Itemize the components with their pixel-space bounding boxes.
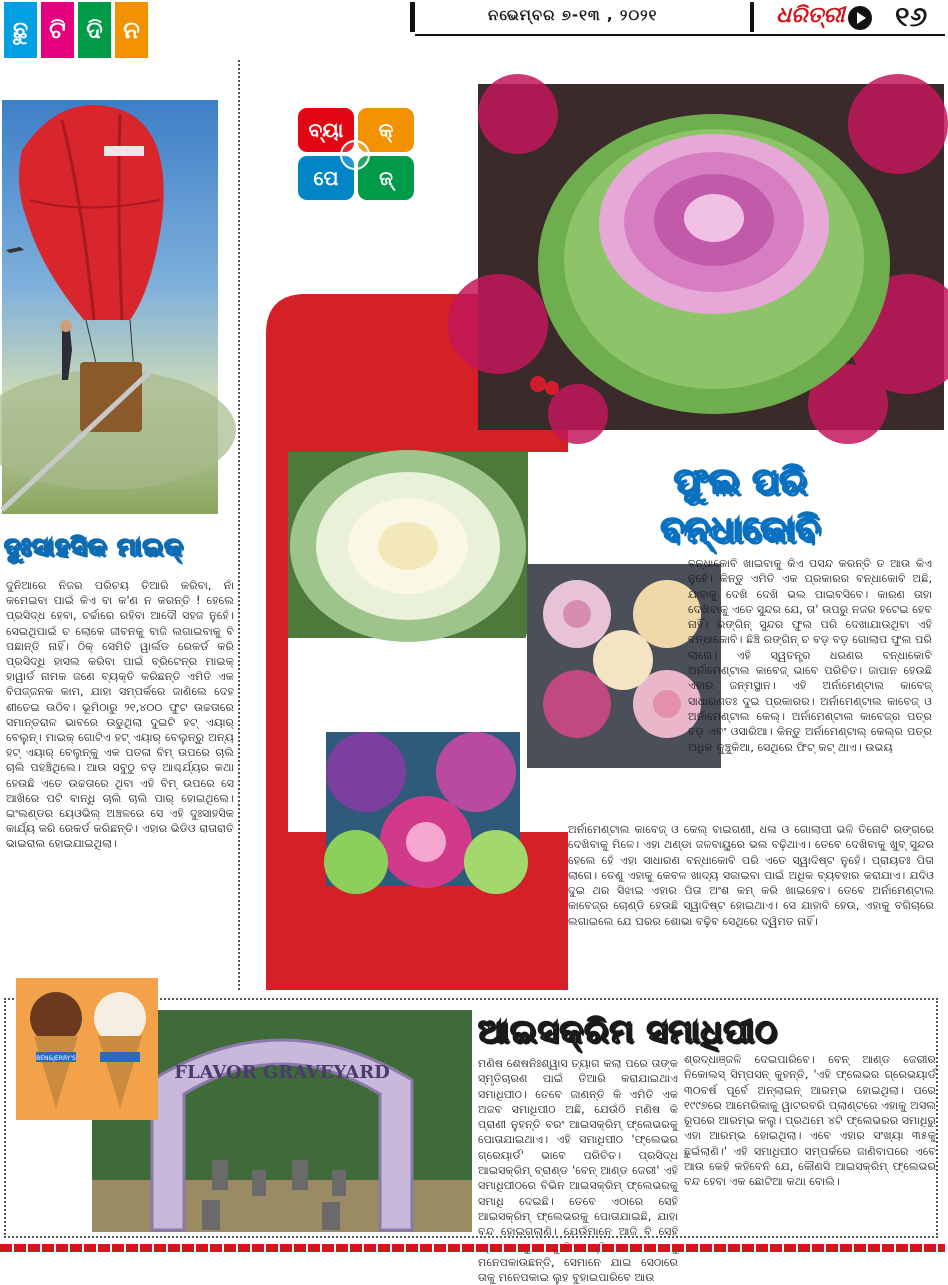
cones-illustration xyxy=(16,978,158,1120)
brand-letter: ନ xyxy=(115,2,148,58)
newspaper-logo: ଧରିତ୍ରୀ xyxy=(776,3,845,28)
logo-tile: ଜ୍ xyxy=(358,156,414,200)
logo-tile: କ୍ xyxy=(358,108,414,152)
cabbage-illustration xyxy=(478,84,944,430)
masthead xyxy=(0,0,945,62)
logo-tile: ପେ xyxy=(298,156,354,200)
left-article-body: ଦୁନିଆରେ ନିଜର ପରିଚୟ ତିଆରି କରିବା, ନାଁ କମେଇବା ପାଇଁ କିଏ ବା କ'ଣ ନ କରନ୍ତି ! ହେଲେ ପ୍ରସିଦ୍ଧ ହେବା, ଚର୍ଚ୍ଚାରେ ରହିବା ଆଦୌ ସହଜ ନୁହେଁ। ସେଇଥିପାଇଁ ଚ ଲୋକେ ଜୀବନକୁ ବାଜି ଲଗାଇବାକୁ ବି ପଛାନ୍ତି ନାହିଁ। ଠିକ୍ ସେମିତି ୱାର୍ଲଡ ରେକର୍ଡ କରି ପ୍ରସିଦ୍ଧି ହାସଲ କରିବା ପାଇଁ ବ୍ରିଟେନ୍‌ର ମାଇକ୍ ହାୱାର୍ଡ ନାମକ ଜଣେ ବ୍ୟକ୍ତି କରିଛନ୍ତି ଏମିତି ଏକ ବିପଜ୍ଜନକ କାମ, ଯାହା ସମ୍ପର୍କରେ ଜାଣିଲେ ଦେହ ଶୀତେଇ ଉଠିବ। ଭୂମିଠାରୁ ୨୧,୪୦୦ ଫୁଟ ଉଚ୍ଚତାରେ ସମାନ୍ତରାଳ ଭାବରେ ଉଡୁଥିଲା ଦୁଇଟି ହଟ୍ ଏୟାର୍ ବେଲୁନ୍। ମାଇକ୍ ଗୋଟିଏ ହଟ୍ ଏୟାର୍ ବେଲୁନ୍‌ରୁ ଅନ୍ୟ ହଟ୍ ଏୟାର୍ ବେଲୁନ୍‌କୁ ଏକ ପତଳା ବିମ୍ ଉପରେ ଚାଲି ଚାଲି ପହଞ୍ଚିଥିଲେ। ଆଉ ସବୁଠୁ ବଡ଼ ଆଶ୍ଚର୍ଯ୍ୟର କଥା ହେଉଛି ଏତେ ଉଚ୍ଚତାରେ ଥିବା ଏହି ବିମ୍ ଉପରେ ସେ ଆଖିରେ ପଟି ବାନ୍ଧି ଚାଲି ଚାଲି ପାର୍ ହୋଇଥିଲେ। ଇଂଲଣ୍ଡର ୟେଓଭିଲ୍ ଅଞ୍ଚଳରେ ସେ ଏହି ଦୁଃସାହସିକ କାର୍ଯ୍ୟ କରି ରେକର୍ଡ କରିଛନ୍ତି। ଏହାର ଭିଡିଓ ରାତାରାତି ଭାଇରାଲ ହୋଇଯାଇଥିଲା। xyxy=(6,579,234,851)
logo-ring xyxy=(340,140,370,170)
brand-letter: ଟି xyxy=(41,2,74,58)
right-article-body: ବନ୍ଧାକୋବି ଖାଇବାକୁ କିଏ ପସନ୍ଦ କରନ୍ତି ତ ଆଉ କିଏ ନୁହେଁ। କିନ୍ତୁ ଏମିତି ଏକ ପ୍ରକାରର ବନ୍ଧାକୋବି ଅଛି, ଯାହାକୁ ଦେଖି ଦେଖି ଭଲ ପାଇବସିବେ। କାରଣ ତାହା ଦେଖିବାକୁ ଏତେ ସୁନ୍ଦର ଯେ, ତା' ଉପରୁ ନଜର ହଟେଇ ହେବ ନାହିଁ। ରଙ୍ଗିନ୍ ସୁନ୍ଦର ଫୁଲ ପରି ଦେଖାଯାଉଥିବା ଏହି ବନ୍ଧାକୋବି। ଛିଞ୍ଚି ରଙ୍ଗିନ୍ ଚ ବଡ଼ ବଡ଼ ଗୋଲାପ ଫୁଲ ପରି ଲାଗେ। ଏହି ସ୍ୱତନ୍ତ୍ର ଧରଣର ବନ୍ଧାକୋବି ଅର୍ନାମେଣ୍ଟାଲ କାବେଜ୍ ଭାବେ ପରିଚିତ। ଜାପାନ ହେଉଛି ଏହାର ଜନ୍ମସ୍ଥାନ। ଏହି ଅର୍ନାମେଣ୍ଟାଲ କାବେଜ୍ ସାଧାରଣତଃ ଦୁଇ ପ୍ରକାରର। ଅର୍ନାମେଣ୍ଟାଲ କାବେଜ୍ ଓ ଅର୍ନାମେଣ୍ଟାଲ କେଲ୍। ଅର୍ନାମେଣ୍ଟାଲ କାବେଜ୍‌ର ପତ୍ର ବଡ଼ ଏବଂ ଓସାରିଆ। କିନ୍ତୁ ଅର୍ନାମେଣ୍ଟାଲ୍ କେଲ୍‌ର ପତ୍ର ଅଧିକ କୁଞ୍ଚୁକିଆ, ସେଥିରେ ଫିଟ୍ କଟ୍ ଥାଏ। ଉଭୟ xyxy=(688,557,932,754)
footer-rule xyxy=(0,1244,945,1252)
cone-label: BEN&JERRY'S xyxy=(36,1055,76,1062)
purple-cabbage-photo xyxy=(326,732,520,886)
logo-tile: ବ୍ୟା xyxy=(298,108,354,152)
right-headline xyxy=(590,458,890,554)
balloon-photo xyxy=(2,100,218,514)
ornamental-cabbage-photo xyxy=(478,84,944,430)
header-divider xyxy=(750,2,754,32)
bottom-article-body: ମଣିଷ ଶେଷନିଃଶ୍ୱାସ ତ୍ୟାଗ କଲା ପରେ ତାଙ୍କ ସ୍ମୃତିଚାରଣ ପାଇଁ ତିଆରି କରାଯାଇଥାଏ ସମାଧିପୀଠ। ତେବେ ଜାଣନ୍ତି କି ଏମିତି ଏକ ଅଜବ ସମାଧିପୀଠ ଅଛି, ଯେଉଁଠି ମଣିଷ କି ପ୍ରାଣୀ ନୁହନ୍ତି ବରଂ ଆଇସକ୍ରିମ୍ ଫ୍ଲେଭରକୁ ପୋତାଯାଇଥାଏ। ଏହି ସମାଧିପୀଠ 'ଫ୍ଲେଭର ଗ୍ରେୟାର୍ଡ' ଭାବେ ପରିଚିତ। ପ୍ରସିଦ୍ଧ ଆଇସକ୍ରିମ୍ ବ୍ରାଣ୍ଡ 'ବେନ୍ ଆଣ୍ଡ ଜେରୀ' ଏହି ସମାଧିପୀଠରେ ବିଭିନ ଆଇସକ୍ରିମ୍ ଫ୍ଲେଭରକୁ ସମାଧି ଦେଇଛି। ତେବେ ଏଠାରେ ସେହି ଆଇସକ୍ରିମ୍ ଫ୍ଲେଭରକୁ ପୋତାଯାଇଛି, ଯାହା ବନ୍ଦ ହୋଇଗଲାଣି। ଯେଉଁମାନେ ଆଜି ବି ସେହି ମନେପକାଉଛନ୍ତି, ସେମାନେ ଯାଇ ସେଠାରେ ତାକୁ ମନେପକାଇ ଲୁହ ବୁହାଇପାରିବେ ଆଉ xyxy=(478,1057,678,1285)
graveyard-sign: FLAVOR GRAVEYARD xyxy=(174,1062,390,1083)
header-divider xyxy=(410,2,415,32)
balloon-illustration xyxy=(2,100,218,514)
play-icon xyxy=(848,6,872,30)
right-article-body-continued: ଅର୍ନାମେଣ୍ଟାଲ କାବେଜ୍ ଓ କେଲ୍ ବାଇଗଣୀ, ଧଳା ଓ ଗୋଲାପୀ ଭଳି ତିନୋଟି ରଙ୍ଗରେ ଦେଖିବାକୁ ମିଳେ। ଏହା ଥଣ୍ଡା ଜଳବାୟୁରେ ଭଲ ବଢ଼ିଥାଏ। ତେବେ ଦେଖିବାକୁ ଖୁବ୍ ସୁନ୍ଦର ହେଲେ ହେଁ ଏହା ସାଧାରଣ ବନ୍ଧାକୋବି ପରି ଏତେ ସ୍ୱାଦିଷ୍ଟ ନୁହେଁ। ପ୍ରାୟତଃ ପିତା ଲାଗେ। ତେଣୁ ଏହାକୁ କେବଳ ଖାଦ୍ୟ ସଜାଇବା ପାଇଁ ଅଧିକ ବ୍ୟବହାର କରାଯାଏ। ଯଦିଓ ଦୁଇ ଥର ସିଝାଇ ଏହାର ପିତା ଅଂଶ କମ୍ କରି ଖାଇହେବ। ତେବେ ଅର୍ନାମେଣ୍ଟାଲ କାବେଜ୍‌ର ଚୋଣ୍ଡି ହେଉଛି ସ୍ୱାଦିଷ୍ଟ ହୋଇଥାଏ। ସେ ଯାହାବି ହେଉ, ଏହାକୁ ବଗିଚାରେ ଲଗାଇଲେ ଯେ ଘରର ଶୋଭା ବଢ଼ିବ ସେଥିରେ ଦ୍ୱିମତ ନାହିଁ। xyxy=(568,823,934,928)
purple-cabbage-illustration xyxy=(326,732,520,886)
issue-date: ନଭେମ୍ବର ୭-୧୩ , ୨୦୨୧ xyxy=(488,6,658,24)
page-number: ୧୬ xyxy=(895,0,928,33)
column-divider xyxy=(238,60,240,990)
header-underline xyxy=(415,34,945,36)
headline-line: ବନ୍ଧାକୋବି xyxy=(660,509,820,550)
white-cabbage-illustration xyxy=(288,452,528,638)
section-brand xyxy=(4,2,148,60)
headline-line: ଫୁଲ ପରି xyxy=(673,461,807,502)
white-cabbage-photo xyxy=(288,452,528,638)
ice-cream-cones-photo xyxy=(16,978,158,1120)
brand-letter: ଛୁ xyxy=(4,2,37,58)
back-page-logo xyxy=(298,108,418,204)
brand-letter: ଦି xyxy=(78,2,111,58)
bottom-headline: ଆଇସକ୍ରିମ ସମାଧିପୀଠ xyxy=(478,1012,778,1050)
bottom-article-body-continued: ଶ୍ରଦ୍ଧାଞ୍ଜଳି ଦେଇପାରିବେ। ବେନ୍ ଆଣ୍ଡ ଜେରୀର ନିକୋଲସ୍ ସିମ୍ପସନ୍ କୁହନ୍ତି, 'ଏହି ଫ୍ଲେଭର ଗ୍ରେଭୟାର୍ଡ ୩୦ବର୍ଷ ପୂର୍ବେ ଅନ୍‌ଲାଇନ୍ ଆରମ୍ଭ ହୋଇଥିଲା। ପରେ ୧୯୯୭ରେ ଆମେରିକାକୁ ୱାଟରବରି ପ୍ଲାଣ୍ଟରେ ଏହାକୁ ଅସଲ ରୂପରେ ଆରମ୍ଭ କଲୁ। ପ୍ରଥମେ ୪ଟି ଫ୍ଲେଭରର ସମାଧିରୁ ଏହା ଆରମ୍ଭ ହୋଇଥିଲା। ଏବେ ଏହାର ସଂଖ୍ୟା ୩୫କୁ ଛୁଇଁଲାଣି।' ଏହି ସମାଧିପୀଠ ସମ୍ପର୍କରେ ଜାଣିବାପରେ ଏବେ ଆଉ କେହି କହିବେନି ଯେ, କୌଣସି ଆଇସକ୍ରିମ୍ ଫ୍ଲେଭର ବନ୍ଦ ହେବା ଏକ ଛୋଟିଆ କଥା ବୋଲି। xyxy=(684,1053,937,1189)
left-headline: ଦୁଃସାହସିକ ମାଇକ୍ xyxy=(4,532,184,561)
